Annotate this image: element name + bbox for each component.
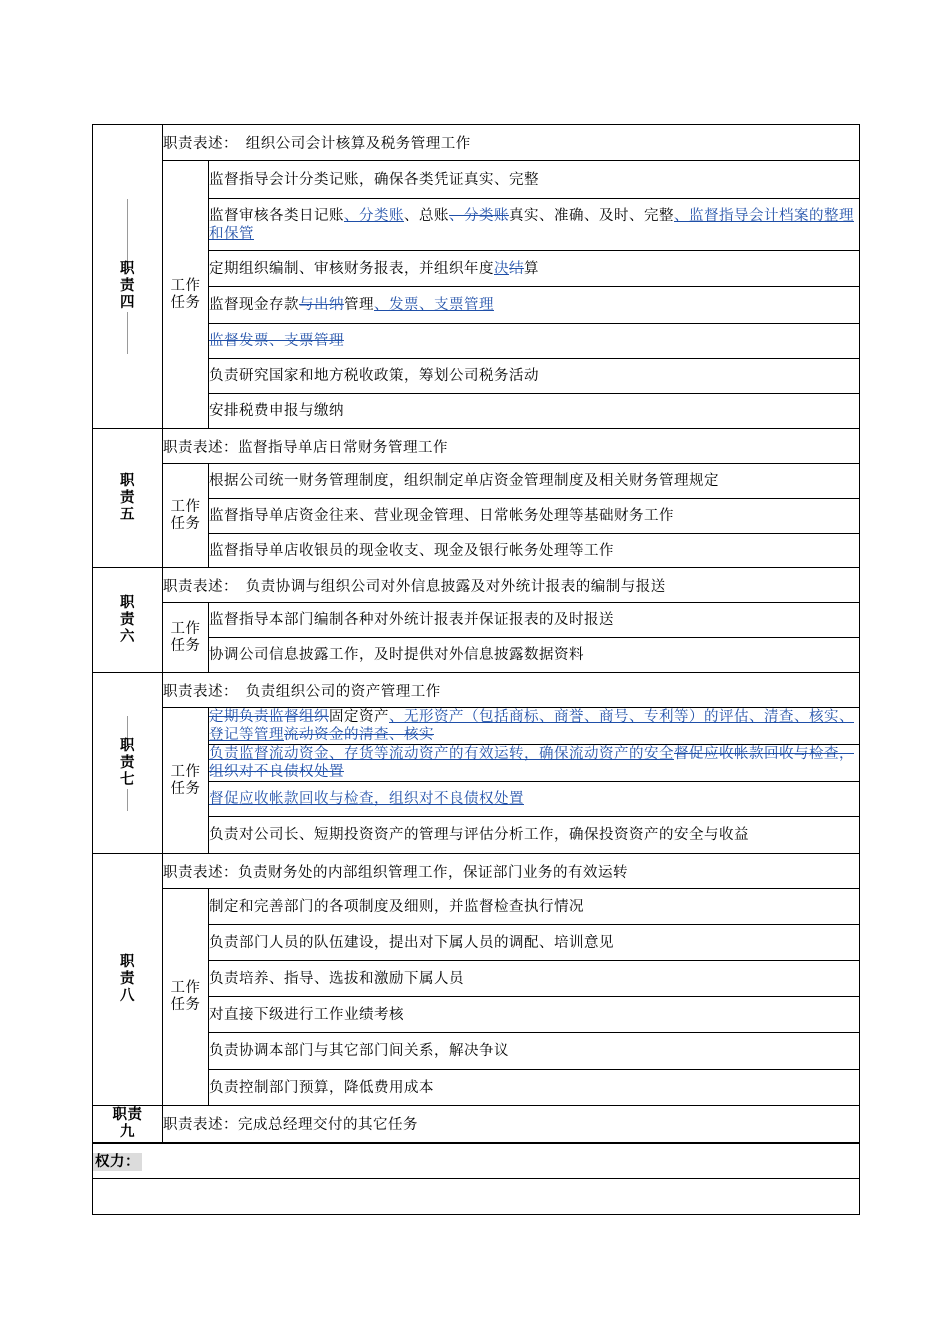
duty-7-description: 职责表述： 负责组织公司的资产管理工作 — [163, 673, 860, 708]
duty-7-task-2: 负责监督流动资金、存货等流动资产的有效运转，确保流动资产的安全督促应收帐款回收与检查，组织对不良债权处置 — [209, 745, 860, 782]
work-tasks-label: 工作任务 — [163, 889, 209, 1106]
duty-9-label: 职责九 — [93, 1106, 163, 1143]
duty-8-task-4: 对直接下级进行工作业绩考核 — [209, 997, 860, 1033]
duty-6-description: 职责表述： 负责协调与组织公司对外信息披露及对外统计报表的编制与报送 — [163, 568, 860, 603]
duty-6-task-2: 协调公司信息披露工作，及时提供对外信息披露数据资料 — [209, 638, 860, 673]
duty-8-task-1: 制定和完善部门的各项制度及细则，并监督检查执行情况 — [209, 889, 860, 925]
work-tasks-label: 工作任务 — [163, 708, 209, 854]
duty-4-task-1: 监督指导会计分类记账，确保各类凭证真实、完整 — [209, 161, 860, 199]
power-content — [93, 1179, 860, 1215]
duty-8-label: 职责八 — [93, 854, 163, 1106]
duty-7-task-4: 负责对公司长、短期投资资产的管理与评估分析工作，确保投资资产的安全与收益 — [209, 817, 860, 854]
duty-5-task-3: 监督指导单店收银员的现金收支、现金及银行帐务处理等工作 — [209, 534, 860, 568]
duty-5-task-1: 根据公司统一财务管理制度，组织制定单店资金管理制度及相关财务管理规定 — [209, 464, 860, 499]
duty-8-task-5: 负责协调本部门与其它部门间关系，解决争议 — [209, 1033, 860, 1070]
duty-4-task-4: 监督现金存款与出纳管理、发票、支票管理 — [209, 287, 860, 324]
duty-4-description: 职责表述： 组织公司会计核算及税务管理工作 — [163, 125, 860, 161]
duty-4-task-5: 监督发票、支票管理 — [209, 324, 860, 359]
duty-4-task-7: 安排税费申报与缴纳 — [209, 394, 860, 429]
duty-4-task-2: 监督审核各类日记账、分类账、总账、分类账真实、准确、及时、完整、监督指导会计档案的整理和保管 — [209, 199, 860, 251]
duties-table — [92, 124, 860, 1215]
duty-5-description: 职责表述：监督指导单店日常财务管理工作 — [163, 429, 860, 464]
duty-8-description: 职责表述：负责财务处的内部组织管理工作，保证部门业务的有效运转 — [163, 854, 860, 889]
power-heading: 权力： — [93, 1143, 860, 1179]
duty-7-task-3: 督促应收帐款回收与检查，组织对不良债权处置 — [209, 782, 860, 817]
duty-8-task-2: 负责部门人员的队伍建设，提出对下属人员的调配、培训意见 — [209, 925, 860, 961]
duty-4-task-6: 负责研究国家和地方税收政策，筹划公司税务活动 — [209, 359, 860, 394]
work-tasks-label: 工作任务 — [163, 603, 209, 673]
duty-4-task-3: 定期组织编制、审核财务报表，并组织年度决结算 — [209, 251, 860, 287]
duty-4-label: 职责四 — [93, 125, 163, 429]
work-tasks-label: 工作任务 — [163, 464, 209, 568]
duty-9-description: 职责表述：完成总经理交付的其它任务 — [163, 1106, 860, 1143]
duty-8-task-6: 负责控制部门预算，降低费用成本 — [209, 1070, 860, 1106]
duty-6-task-1: 监督指导本部门编制各种对外统计报表并保证报表的及时报送 — [209, 603, 860, 638]
duty-7-label: 职责七 — [93, 673, 163, 854]
duty-5-task-2: 监督指导单店资金往来、营业现金管理、日常帐务处理等基础财务工作 — [209, 499, 860, 534]
work-tasks-label: 工作任务 — [163, 161, 209, 429]
duty-7-task-1: 定期负责监督组织固定资产、无形资产（包括商标、商誉、商号、专利等）的评估、清查、核实、登记等管理流动资金的清查、核实 — [209, 708, 860, 745]
duty-8-task-3: 负责培养、指导、选拔和激励下属人员 — [209, 961, 860, 997]
duty-6-label: 职责六 — [93, 568, 163, 673]
duty-5-label: 职责五 — [93, 429, 163, 568]
